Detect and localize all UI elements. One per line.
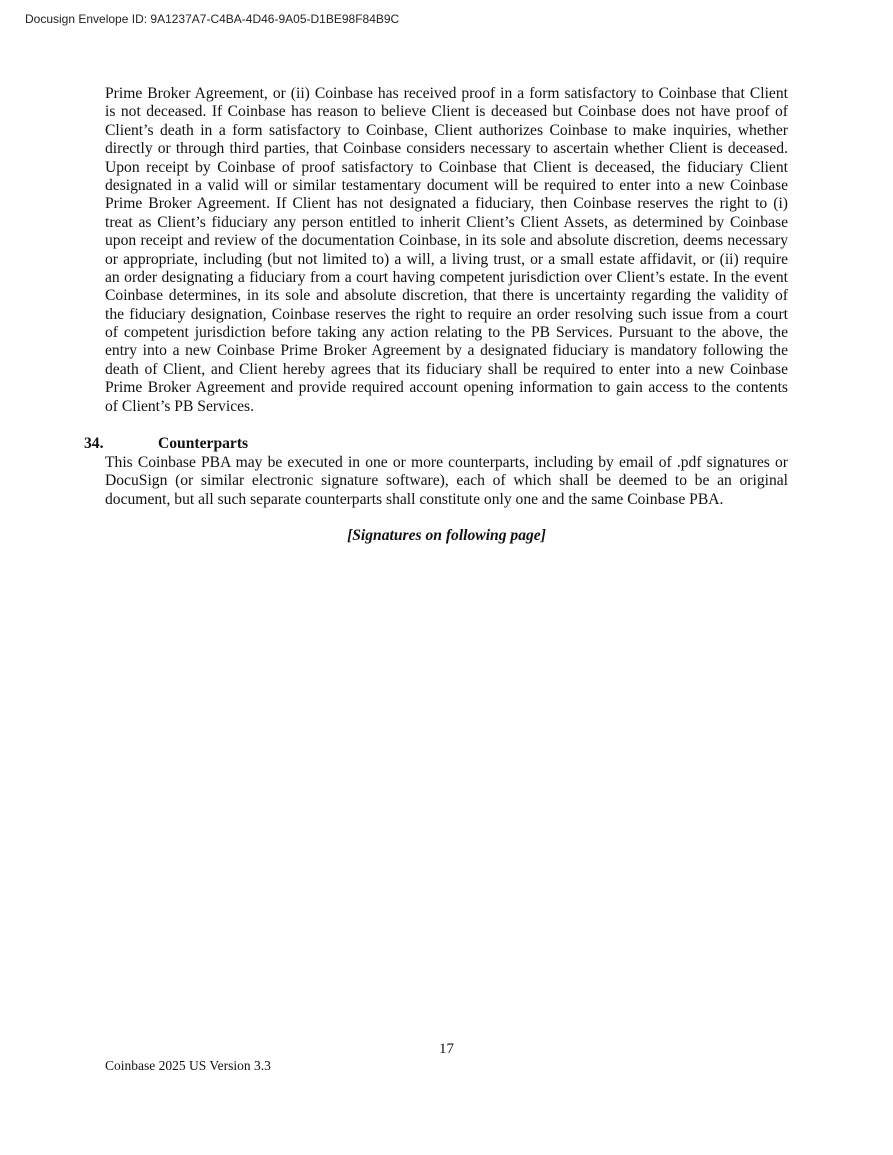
text-line: entry into a new Coinbase Prime Broker Agreement by a designated fiduciary is mandatory following the [105, 342, 788, 360]
section-title: Counterparts [158, 435, 249, 452]
text-line: death of Client, and Client hereby agrees that its fiduciary shall be required to enter into a new Coinbase [105, 360, 788, 378]
paragraph-deceased-client [105, 85, 788, 416]
text-line: Upon receipt by Coinbase of proof satisfactory to Coinbase that Client is deceased, the fiduciary Client [105, 158, 788, 176]
text-line: Prime Broker Agreement and provide required account opening information to gain access to the contents [105, 379, 788, 397]
paragraph-counterparts [105, 454, 788, 509]
text-line: upon receipt and review of the documentation Coinbase, in its sole and absolute discretion, deems necessary [105, 232, 788, 250]
text-line: is not deceased. If Coinbase has reason to believe Client is deceased but Coinbase does not have proof of [105, 103, 788, 121]
text-line: This Coinbase PBA may be executed in one or more counterparts, including by email of .pdf signatures or [105, 454, 788, 471]
page-number: 17 [439, 1041, 454, 1057]
text-line: Client’s death in a form satisfactory to Coinbase, Client authorizes Coinbase to make inquiries, whether [105, 121, 788, 139]
text-line: of Client’s PB Services. [105, 397, 255, 415]
envelope-id: Docusign Envelope ID: 9A1237A7-C4BA-4D46-9A05-D1BE98F84B9C [25, 12, 400, 26]
text-line: Coinbase determines, in its sole and absolute discretion, that there is uncertainty regarding the validity of [105, 287, 788, 305]
text-line: designated in a valid will or similar testamentary document will be required to enter into a new Coinbase [105, 176, 788, 194]
text-line: document, but all such separate counterparts shall constitute only one and the same Coinbase PBA. [105, 490, 724, 508]
text-line: or appropriate, including (but not limited to) a will, a living trust, or a small estate affidavit, or (ii) require [105, 250, 788, 268]
text-line: of competent jurisdiction before taking any action relating to the PB Services. Pursuant to the above, the [105, 324, 788, 342]
text-line: directly or through third parties, that Coinbase considers necessary to ascertain whether Client is deceased. [105, 140, 788, 158]
section-number: 34. [84, 435, 104, 452]
text-line: Prime Broker Agreement. If Client has not designated a fiduciary, then Coinbase reserves the right to (i) [105, 195, 788, 213]
signatures-note: [Signatures on following page] [347, 527, 546, 544]
text-line: treat as Client’s fiduciary any person entitled to inherit Client’s Client Assets, as determined by Coinbase [105, 213, 788, 231]
text-line: DocuSign (or similar electronic signature software), each of which shall be deemed to be an original [105, 472, 788, 490]
footer-version: Coinbase 2025 US Version 3.3 [105, 1058, 271, 1073]
text-line: an order designating a fiduciary from a court having competent jurisdiction over Client’s estate. In the event [105, 268, 788, 286]
text-line: the fiduciary designation, Coinbase reserves the right to require an order resolving such issue from a court [105, 305, 788, 323]
text-line: Prime Broker Agreement, or (ii) Coinbase has received proof in a form satisfactory to Coinbase that Client [105, 85, 788, 102]
